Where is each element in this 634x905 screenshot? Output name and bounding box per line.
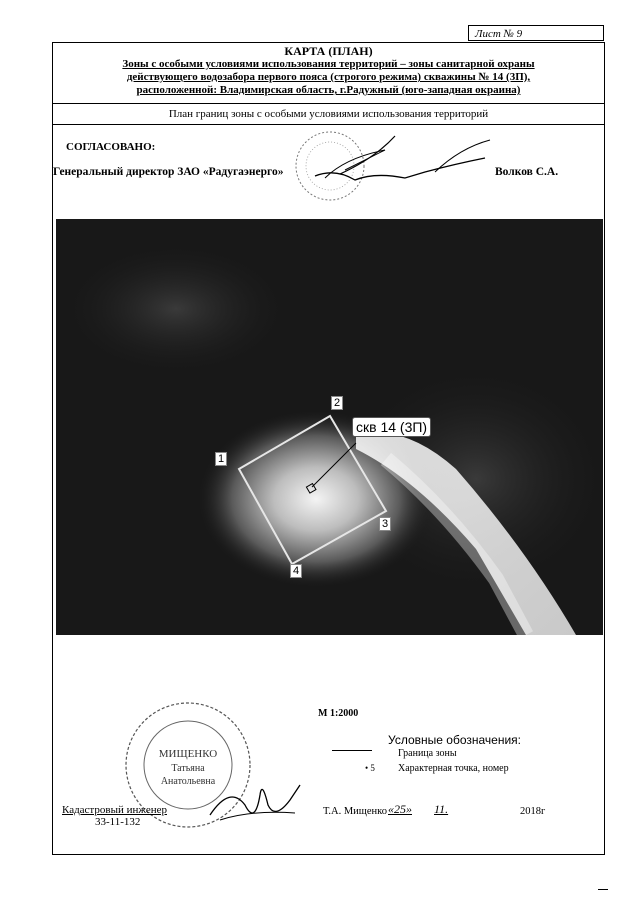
- document-title: КАРТА (ПЛАН): [284, 44, 373, 58]
- subtitle-divider: [53, 124, 604, 125]
- approver-position: Генеральный директор ЗАО «Радугаэнерго»: [53, 166, 284, 178]
- stamp-line-2: Татьяна: [171, 763, 205, 774]
- legend-point-number: 5: [370, 763, 375, 773]
- approver-name: Волков С.А.: [495, 166, 559, 178]
- date-day: «25»: [388, 802, 412, 816]
- aerial-photo-map: [56, 219, 603, 635]
- legend-boundary-symbol: [332, 750, 372, 751]
- legend-title: Условные обозначения:: [388, 733, 521, 747]
- legend-point-label: Характерная точка, номер: [398, 763, 509, 774]
- legend-boundary-label: Граница зоны: [398, 748, 457, 759]
- date-month: 11.: [434, 802, 449, 816]
- map-scale: М 1:2000: [318, 708, 359, 719]
- legend-point-dot: •: [365, 763, 371, 773]
- legend-point-symbol: [365, 763, 375, 773]
- stamp-line-1: МИЩЕНКО: [158, 748, 218, 760]
- stamp-line-3: Анатольевна: [160, 776, 216, 787]
- header-line-2: действующего водозабора первого пояса (строгого режима) скважины № 14 (3П),: [126, 71, 531, 83]
- approval-heading: СОГЛАСОВАНО:: [66, 141, 156, 153]
- header-line-1: Зоны с особыми условиями использования территорий – зоны санитарной охраны: [122, 58, 535, 70]
- header-divider: [53, 103, 604, 104]
- plan-subtitle: План границ зоны с особыми условиями использования территорий: [168, 108, 489, 120]
- date-year: 2018г: [520, 806, 546, 817]
- boundary-point-3: 3: [379, 517, 391, 531]
- signer-name: Т.А. Мищенко: [323, 806, 387, 817]
- well-label: скв 14 (3П): [352, 417, 431, 437]
- approval-seal-signature: [285, 128, 515, 208]
- boundary-point-4: 4: [290, 564, 302, 578]
- engineer-number: 33-11-132: [95, 816, 141, 828]
- boundary-point-1: 1: [215, 452, 227, 466]
- page-corner-mark: [598, 889, 608, 890]
- header-line-3: расположенной: Владимирская область, г.Радужный (юго-западная окраина): [136, 84, 521, 96]
- boundary-point-2: 2: [331, 396, 343, 410]
- document-header: [53, 43, 604, 97]
- engineer-title: Кадастровый инженер: [62, 804, 167, 816]
- sheet-number: Лист № 9: [468, 25, 604, 41]
- engineer-signature: [200, 775, 310, 830]
- date-line: [388, 802, 448, 817]
